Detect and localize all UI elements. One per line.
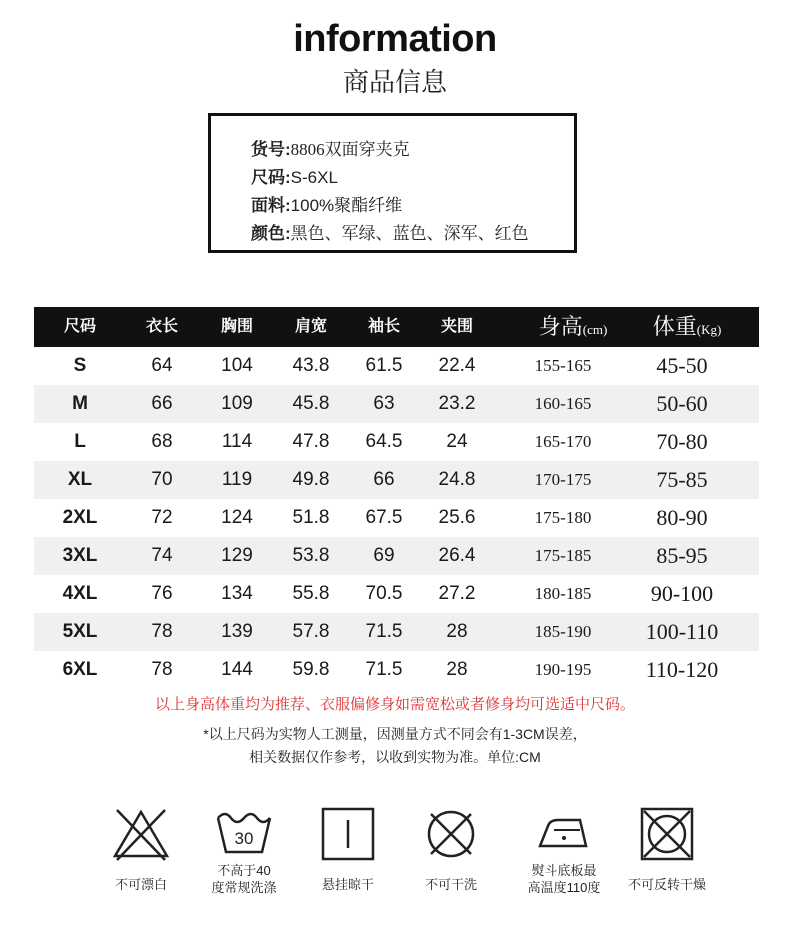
- cell-shoulder: 47.8: [292, 431, 330, 452]
- cell-height: 190-195: [534, 660, 592, 679]
- product-code-row: [251, 135, 410, 160]
- header-chest: 胸围: [220, 318, 253, 335]
- cell-chest: 109: [221, 393, 253, 414]
- cell-height: 180-185: [534, 584, 592, 603]
- cell-height: 165-170: [534, 432, 592, 451]
- hang-dry-icon: [320, 806, 376, 862]
- header-size: 尺码: [63, 318, 96, 335]
- cell-shoulder: 53.8: [292, 545, 330, 566]
- cell-size: 4XL: [62, 583, 98, 604]
- cell-weight: 80-90: [656, 505, 708, 530]
- product-code-value: 8806双面穿夹克: [290, 140, 410, 159]
- cell-size: 3XL: [62, 545, 98, 566]
- no-tumble-dry-label: 不可反转干燥: [627, 877, 706, 892]
- cell-height: 155-165: [534, 356, 592, 375]
- care-no-tumble-dry: [612, 806, 722, 893]
- header-shoulder: 肩宽: [294, 318, 327, 335]
- cell-weight: 90-100: [650, 581, 714, 606]
- wash-label-line2: 度常规洗涤: [211, 880, 277, 895]
- product-size-value: S-6XL: [290, 168, 338, 187]
- product-code-label: 货号:: [251, 140, 291, 159]
- header-armhole: 夹围: [440, 318, 473, 335]
- table-row: [34, 651, 759, 689]
- cell-armhole: 27.2: [438, 583, 476, 604]
- cell-length: 66: [151, 393, 173, 414]
- cell-shoulder: 57.8: [292, 621, 330, 642]
- no-dry-clean-label: 不可干洗: [424, 877, 477, 892]
- size-chart-table: [34, 307, 759, 689]
- cell-shoulder: 49.8: [292, 469, 330, 490]
- cell-sleeve: 61.5: [365, 355, 403, 376]
- table-row: [34, 385, 759, 423]
- cell-weight: 50-60: [656, 391, 708, 416]
- measurement-note-line2: 相关数据仅作参考，以收到实物为准。单位:CM: [249, 749, 541, 765]
- cell-sleeve: 63: [373, 393, 395, 414]
- cell-size: 5XL: [62, 621, 98, 642]
- cell-weight: 110-120: [645, 657, 719, 682]
- cell-height: 185-190: [534, 622, 592, 641]
- cell-armhole: 26.4: [438, 545, 476, 566]
- wash-label-line1: 不高于40: [217, 863, 271, 878]
- cell-sleeve: 69: [373, 545, 395, 566]
- cell-sleeve: 66: [373, 469, 395, 490]
- cell-chest: 114: [221, 431, 253, 452]
- header-weight: [632, 307, 742, 347]
- cell-shoulder: 45.8: [292, 393, 330, 414]
- header-sleeve: 袖长: [367, 318, 400, 335]
- cell-weight: 75-85: [656, 467, 708, 492]
- table-row: [34, 499, 759, 537]
- cell-size: L: [74, 431, 86, 452]
- header-weight-unit: (Kg): [696, 322, 722, 337]
- header-height: [518, 307, 628, 347]
- recommendation-note: 以上身高体重均为推荐、衣服偏修身如需宽松或者修身均可选适中尺码。: [154, 696, 635, 713]
- cell-sleeve: 64.5: [365, 431, 403, 452]
- cell-length: 64: [151, 355, 173, 376]
- product-color-label: 颜色:: [251, 224, 291, 243]
- product-fabric-row: [251, 191, 402, 216]
- cell-weight: 100-110: [645, 619, 719, 644]
- header-length: 衣长: [145, 318, 178, 335]
- measurement-note-line1: *以上尺码为实物人工测量，因测量方式不同会有1-3CM误差，: [203, 726, 587, 742]
- care-hang-dry: [293, 806, 403, 893]
- cell-armhole: 22.4: [438, 355, 476, 376]
- wash-temp-text: 30: [234, 829, 254, 848]
- no-dry-clean-icon: [423, 806, 479, 862]
- cell-armhole: 24: [446, 431, 468, 452]
- table-row: [34, 613, 759, 651]
- no-tumble-dry-icon: [639, 806, 695, 862]
- product-fabric-value: 100%聚酯纤维: [290, 196, 403, 215]
- cell-height: 160-165: [534, 394, 592, 413]
- cell-height: 170-175: [534, 470, 592, 489]
- cell-sleeve: 70.5: [365, 583, 403, 604]
- cell-sleeve: 71.5: [365, 659, 403, 680]
- cell-chest: 139: [221, 621, 253, 642]
- cell-size: 6XL: [62, 659, 98, 680]
- cell-chest: 104: [221, 355, 253, 376]
- iron-label-line1: 熨斗底板最: [531, 863, 597, 878]
- page-title: information: [293, 18, 497, 60]
- table-row: [34, 537, 759, 575]
- cell-armhole: 28: [446, 659, 468, 680]
- cell-length: 78: [151, 621, 173, 642]
- size-chart-body: [34, 347, 759, 689]
- cell-weight: 45-50: [656, 353, 708, 378]
- cell-length: 78: [151, 659, 173, 680]
- cell-weight: 85-95: [656, 543, 708, 568]
- product-color-row: [251, 219, 529, 244]
- no-bleach-label: 不可漂白: [114, 877, 167, 892]
- cell-length: 72: [151, 507, 173, 528]
- hang-dry-label: 悬挂晾干: [321, 877, 374, 892]
- wash-label: [189, 862, 299, 896]
- product-info-box: [208, 113, 577, 253]
- care-iron: [509, 806, 619, 896]
- cell-armhole: 23.2: [438, 393, 476, 414]
- table-row: [34, 347, 759, 385]
- cell-armhole: 25.6: [438, 507, 476, 528]
- cell-height: 175-180: [534, 508, 592, 527]
- iron-icon: [534, 806, 594, 856]
- cell-size: XL: [67, 469, 93, 490]
- header-weight-label: 体重: [652, 314, 697, 339]
- cell-chest: 144: [221, 659, 253, 680]
- table-row: [34, 461, 759, 499]
- cell-weight: 70-80: [656, 429, 708, 454]
- cell-size: S: [73, 355, 87, 376]
- cell-chest: 134: [221, 583, 253, 604]
- no-bleach-icon: [111, 806, 171, 862]
- product-color-value: 黑色、军绿、蓝色、深军、红色: [290, 224, 529, 243]
- page-subtitle: 商品信息: [342, 67, 447, 97]
- header-height-unit: (cm): [582, 322, 608, 337]
- cell-sleeve: 71.5: [365, 621, 403, 642]
- header-height-label: 身高: [538, 314, 583, 339]
- cell-length: 70: [151, 469, 173, 490]
- cell-shoulder: 43.8: [292, 355, 330, 376]
- iron-label: [509, 862, 619, 896]
- cell-armhole: 28: [446, 621, 468, 642]
- cell-shoulder: 51.8: [292, 507, 330, 528]
- care-no-bleach: [86, 806, 196, 893]
- cell-sleeve: 67.5: [365, 507, 403, 528]
- table-row: [34, 423, 759, 461]
- iron-label-line2: 高温度110度: [527, 880, 601, 895]
- wash-tub-icon: [214, 806, 274, 856]
- product-fabric-label: 面料:: [251, 196, 291, 215]
- size-chart-header: [34, 307, 759, 347]
- product-size-label: 尺码:: [251, 168, 291, 187]
- cell-height: 175-185: [534, 546, 592, 565]
- cell-length: 68: [151, 431, 173, 452]
- care-no-dry-clean: [396, 806, 506, 893]
- cell-armhole: 24.8: [438, 469, 476, 490]
- cell-shoulder: 59.8: [292, 659, 330, 680]
- cell-shoulder: 55.8: [292, 583, 330, 604]
- cell-length: 74: [151, 545, 173, 566]
- cell-chest: 119: [221, 469, 253, 490]
- cell-chest: 129: [221, 545, 253, 566]
- care-wash: [189, 806, 299, 896]
- cell-size: M: [72, 393, 88, 414]
- cell-length: 76: [151, 583, 173, 604]
- cell-chest: 124: [221, 507, 253, 528]
- table-row: [34, 575, 759, 613]
- product-size-row: [251, 163, 338, 188]
- cell-size: 2XL: [62, 507, 98, 528]
